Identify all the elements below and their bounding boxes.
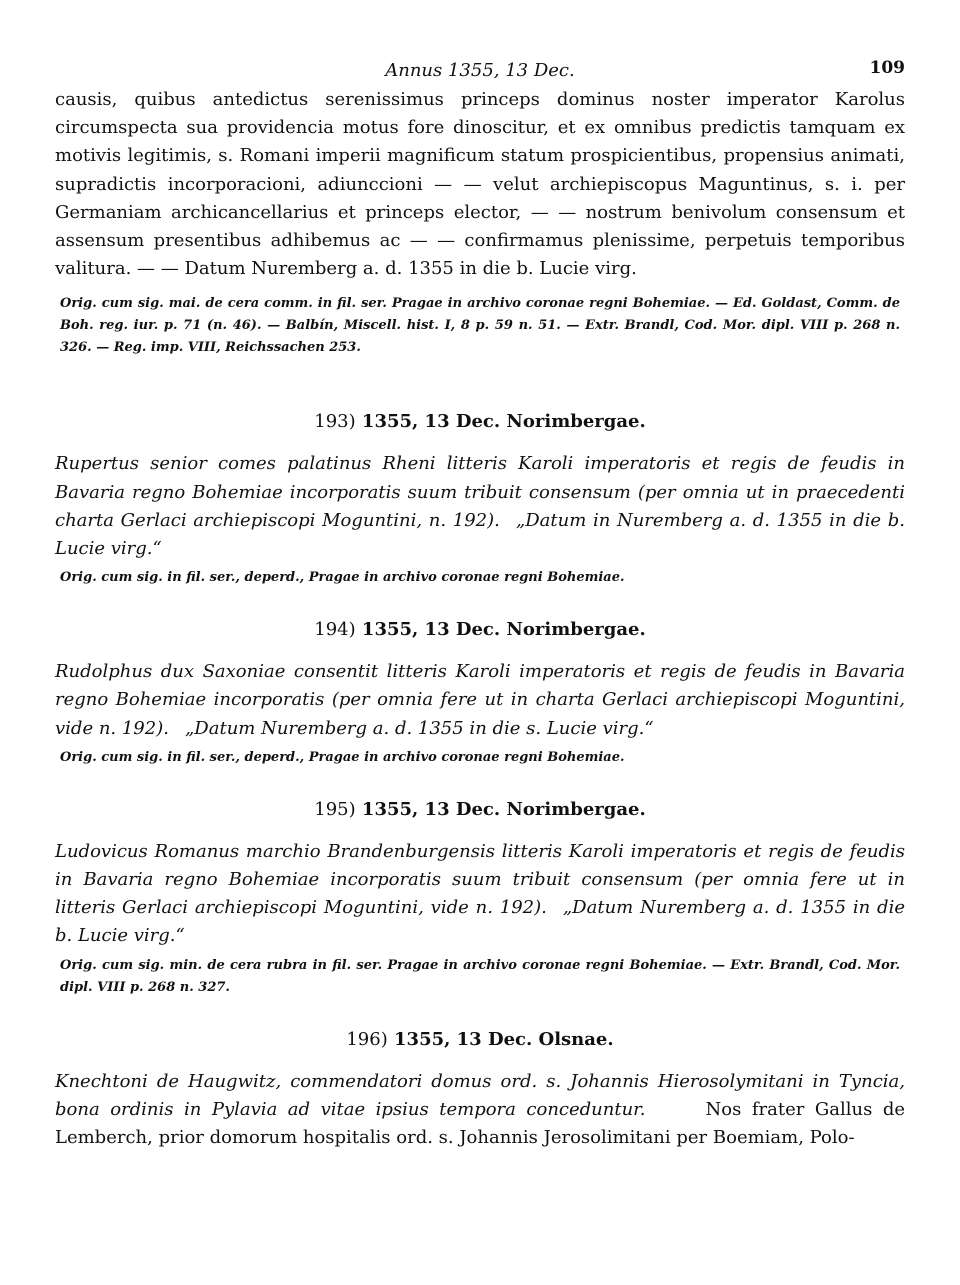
entry-number: 196) <box>346 1028 388 1050</box>
entry-date-place: 1355, 13 Dec. Olsnae. <box>394 1028 614 1050</box>
regest-195 <box>55 838 905 951</box>
continuation-text: causis, quibus antedictus serenissimus princeps dominus noster imperator Karolus circumspecta sua providencia motus fore dinoscitur, et ex omnibus predictis tamquam ex motivis legitimis, s. Romani imperii magnificum statum prospicientibus, propensius animati, supradictis incorporacioni, adiunccioni — — velut archiepiscopus Maguntinus, s. i. per Germaniam archicancellarius et princeps elector, — — nostrum benivolum consensum et assensum presentibus adhibemus ac — — confirmamus plenissime, perpetuis temporibus valitura. — — Datum Nuremberg a. d. 1355 in die b. Lucie virg. <box>55 89 905 280</box>
entry-number: 193) <box>314 411 356 433</box>
source-note-194: Orig. cum sig. in fil. ser., deperd., Pragae in archivo coronae regni Bohemiae. <box>60 749 625 765</box>
entry-date-place: 1355, 13 Dec. Norimbergae. <box>361 411 646 433</box>
regest-text: Rupertus senior comes palatinus Rheni litteris Karoli imperatoris et regis de feudis in Bavaria regno Bohemiae incorporatis suum tribuit consensum (per omnia ut in praecedenti charta Gerlaci archiepiscopi Moguntini, n. 192). <box>55 453 905 531</box>
page-number: 109 <box>869 58 905 78</box>
regest-text: Ludovicus Romanus marchio Brandenburgensis litteris Karoli imperatoris et regis de feudis in Bavaria regno Bohemiae incorporatis suum tribuit consensum (per omnia fere ut in litteris Gerlaci archiepiscopi Moguntini, vide n. 192). <box>55 840 905 919</box>
charter-text-start: Nos frater Gallus de Lemberch, prior domorum hospitalis ord. s. Johannis Jerosolimitani per Boemiam, Polo- <box>55 1098 906 1149</box>
datum-clause: „Datum in Nuremberg a. d. 1355 in die b. Lucie virg.“ <box>55 509 905 560</box>
regest-text: Knechtoni de Haugwitz, commendatori domus ord. s. Johannis Hierosolymitani in Tyncia, bona ordinis in Pylavia ad vitae ipsius tempora conceduntur. <box>55 1070 905 1120</box>
entry-date-place: 1355, 13 Dec. Norimbergae. <box>361 798 646 820</box>
source-note-192: Orig. cum sig. mai. de cera comm. in fil. ser. Pragae in archivo coronae regni Bohemiae. — Ed. Goldast, Comm. de Boh. reg. iur. p. 71 (n. 46). — Balbín, Miscell. hist. I, 8 p. 59 n. 51. — Extr. Brandl, Cod. Mor. dipl. VIII p. 268 n. 326. — Reg. imp. VIII, Reichssachen 253. <box>60 296 900 356</box>
entry-heading-193 <box>55 411 905 432</box>
regest-194 <box>55 658 905 743</box>
entry-heading-196 <box>55 1029 905 1050</box>
page-header <box>55 56 905 86</box>
running-title: Annus 1355, 13 Dec. <box>385 60 575 81</box>
regest-text: Rudolphus dux Saxoniae consentit litteris Karoli imperatoris et regis de feudis in Bavaria regno Bohemiae incorporatis (per omnia fere ut in charta Gerlaci archiepiscopi Moguntini, vide n. 192). <box>55 661 905 739</box>
entry-number: 195) <box>314 798 356 820</box>
entry-date-place: 1355, 13 Dec. Norimbergae. <box>361 619 646 641</box>
entry-heading-195 <box>55 799 905 820</box>
document-page <box>55 56 905 1152</box>
datum-clause: „Datum Nuremberg a. d. 1355 in die s. Lucie virg.“ <box>184 717 654 739</box>
source-note-195: Orig. cum sig. min. de cera rubra in fil. ser. Pragae in archivo coronae regni Bohemiae. — Extr. Brandl, Cod. Mor. dipl. VIII p. 268 n. 327. <box>60 957 900 995</box>
regest-196 <box>55 1068 905 1153</box>
entry-number: 194) <box>314 619 356 641</box>
regest-193 <box>55 450 905 563</box>
entry-heading-194 <box>55 619 905 640</box>
datum-clause: „Datum Nuremberg a. d. 1355 in die b. Lucie virg.“ <box>55 897 905 947</box>
source-note-193: Orig. cum sig. in fil. ser., deperd., Pragae in archivo coronae regni Bohemiae. <box>60 570 625 586</box>
